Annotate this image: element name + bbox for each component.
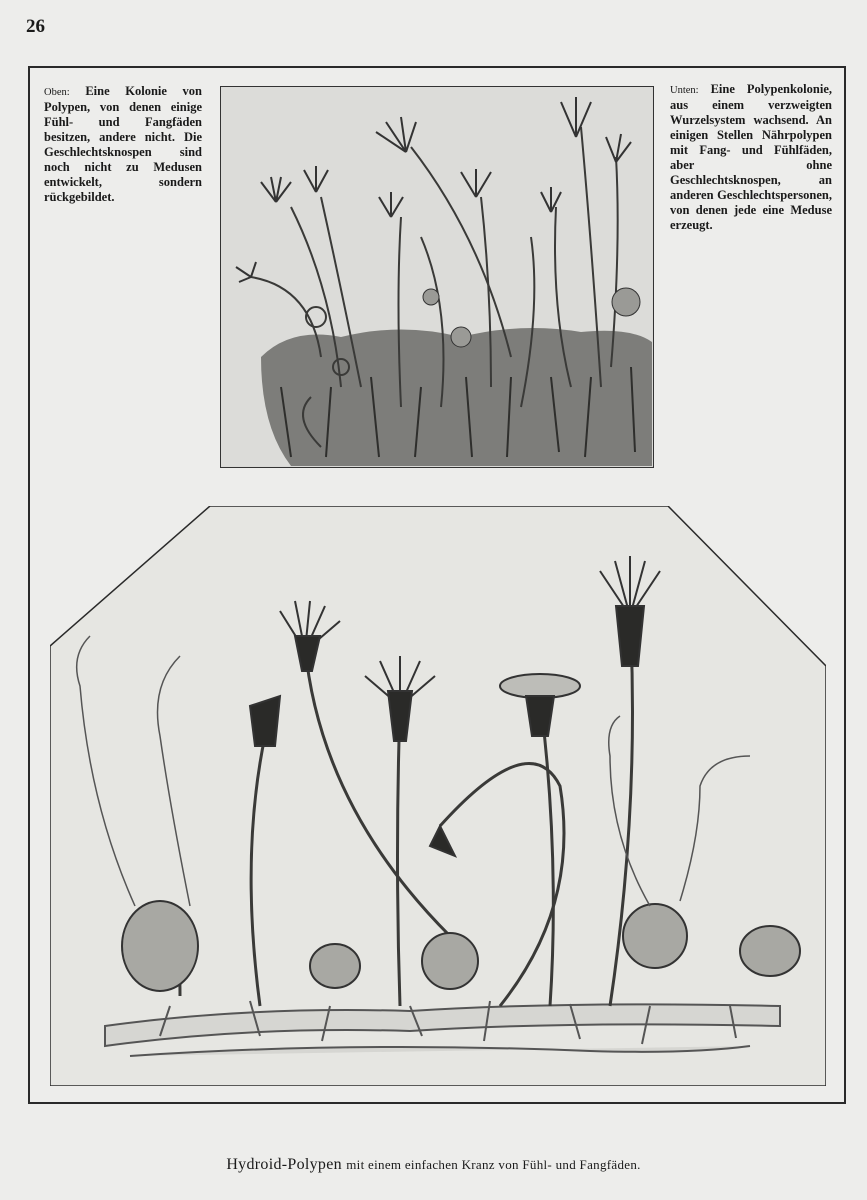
page-number: 26 [26, 16, 45, 37]
caption-top-left-lead: Oben: [44, 87, 70, 98]
caption-top-left-text: Eine Kolonie von Polypen, von denen einige Fühl- und Fangfäden besitzen, andere nicht. Die Geschlechtsknospen sind noch nicht zu Medusen entwickelt, sondern rückgebildet. [44, 84, 203, 204]
figure-caption [0, 1156, 867, 1174]
caption-top-left [44, 84, 202, 205]
caption-top-right [670, 82, 832, 233]
figure-caption-title: Hydroid-Polypen [226, 1156, 342, 1173]
caption-top-right-lead: Unten: [670, 85, 699, 96]
caption-top-right-text: Eine Polypenkolonie, aus einem verzweigten Wurzelsystem wachsend. An einigen Stellen Nährpolypen mit Fang- und Fühlfäden, aber ohne Geschlechtsknospen, an anderen Geschlechtspersonen, von denen jede eine Meduse erzeugt. [670, 82, 832, 232]
illustration-bottom-polyp-colony [50, 506, 826, 1086]
root-colony-drawing [50, 506, 826, 1086]
figure-caption-rest: mit einem einfachen Kranz von Fühl- und Fangfäden. [346, 1157, 641, 1172]
polyp-colony-drawing [221, 87, 652, 466]
illustration-top-polyp-colony [220, 86, 654, 468]
